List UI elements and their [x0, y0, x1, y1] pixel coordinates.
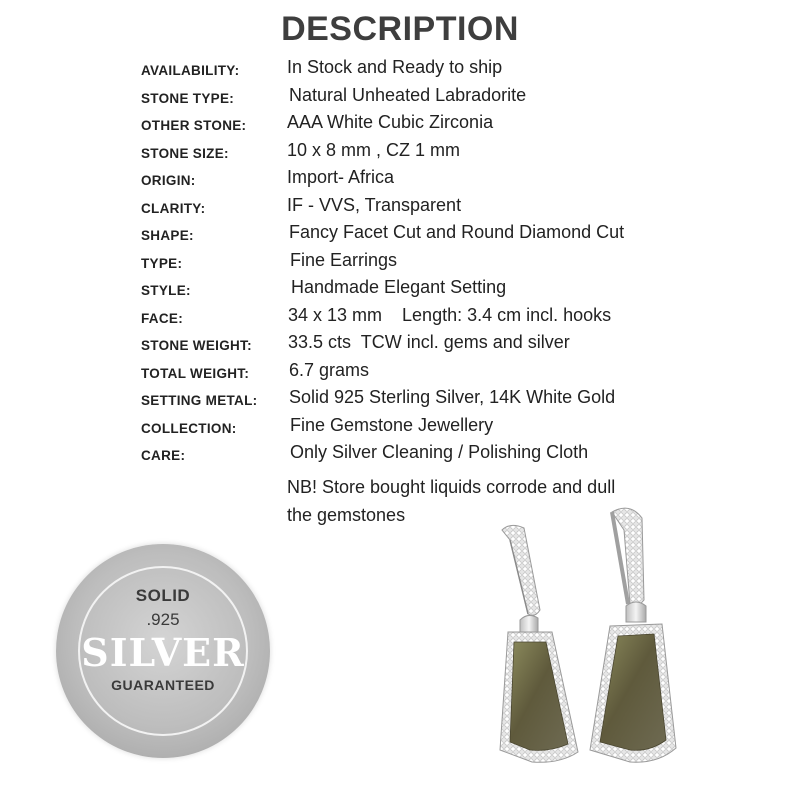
spec-label: FACE:	[141, 310, 183, 326]
spec-label: CLARITY:	[141, 200, 206, 216]
spec-value: AAA White Cubic Zirconia	[287, 112, 494, 132]
spec-value: Fancy Facet Cut and Round Diamond Cut	[289, 222, 625, 242]
spec-label: SETTING METAL:	[141, 393, 258, 408]
spec-label: OTHER STONE:	[141, 118, 247, 133]
spec-value: IF - VVS, Transparent	[287, 194, 462, 215]
care-note-line: NB! Store bought liquids corrode and dull	[287, 477, 616, 497]
spec-value: Handmade Elegant Setting	[291, 277, 507, 297]
spec-label: TYPE:	[141, 255, 183, 271]
silver-guarantee-badge	[56, 544, 270, 758]
badge-silver-text: SILVER	[81, 630, 245, 675]
spec-label: CARE:	[141, 448, 186, 463]
spec-label: STYLE:	[141, 283, 191, 298]
badge-solid-text: SOLID	[135, 586, 191, 605]
spec-label: STONE WEIGHT:	[141, 338, 252, 353]
spec-label: ORIGIN:	[141, 173, 196, 188]
right-earring	[590, 508, 676, 762]
spec-label: SHAPE:	[141, 228, 194, 243]
labradorite-earrings-icon	[480, 500, 680, 785]
spec-value: Import- Africa	[287, 167, 395, 187]
spec-value: In Stock and Ready to ship	[287, 57, 503, 77]
spec-label: STONE TYPE:	[141, 90, 235, 106]
spec-label: AVAILABILITY:	[141, 63, 240, 78]
care-note-line: the gemstones	[287, 505, 406, 525]
spec-value: Solid 925 Sterling Silver, 14K White Gold	[289, 387, 616, 407]
spec-value: 34 x 13 mm Length: 3.4 cm incl. hooks	[288, 304, 612, 325]
spec-label: COLLECTION:	[141, 420, 237, 436]
spec-value: 10 x 8 mm , CZ 1 mm	[287, 139, 461, 160]
spec-label: STONE SIZE:	[141, 145, 229, 161]
spec-value: Only Silver Cleaning / Polishing Cloth	[290, 442, 589, 462]
badge-guaranteed-text: GUARANTEED	[111, 677, 215, 693]
spec-value: 33.5 cts TCW incl. gems and silver	[288, 332, 570, 352]
spec-value: Fine Earrings	[290, 249, 398, 270]
spec-value: 6.7 grams	[289, 359, 370, 380]
spec-value: Natural Unheated Labradorite	[289, 84, 527, 105]
page-title: DESCRIPTION	[281, 10, 519, 48]
left-earring	[500, 525, 578, 762]
spec-label: TOTAL WEIGHT:	[141, 365, 250, 381]
spec-value: Fine Gemstone Jewellery	[290, 414, 494, 435]
badge-purity-text: .925	[146, 610, 180, 629]
